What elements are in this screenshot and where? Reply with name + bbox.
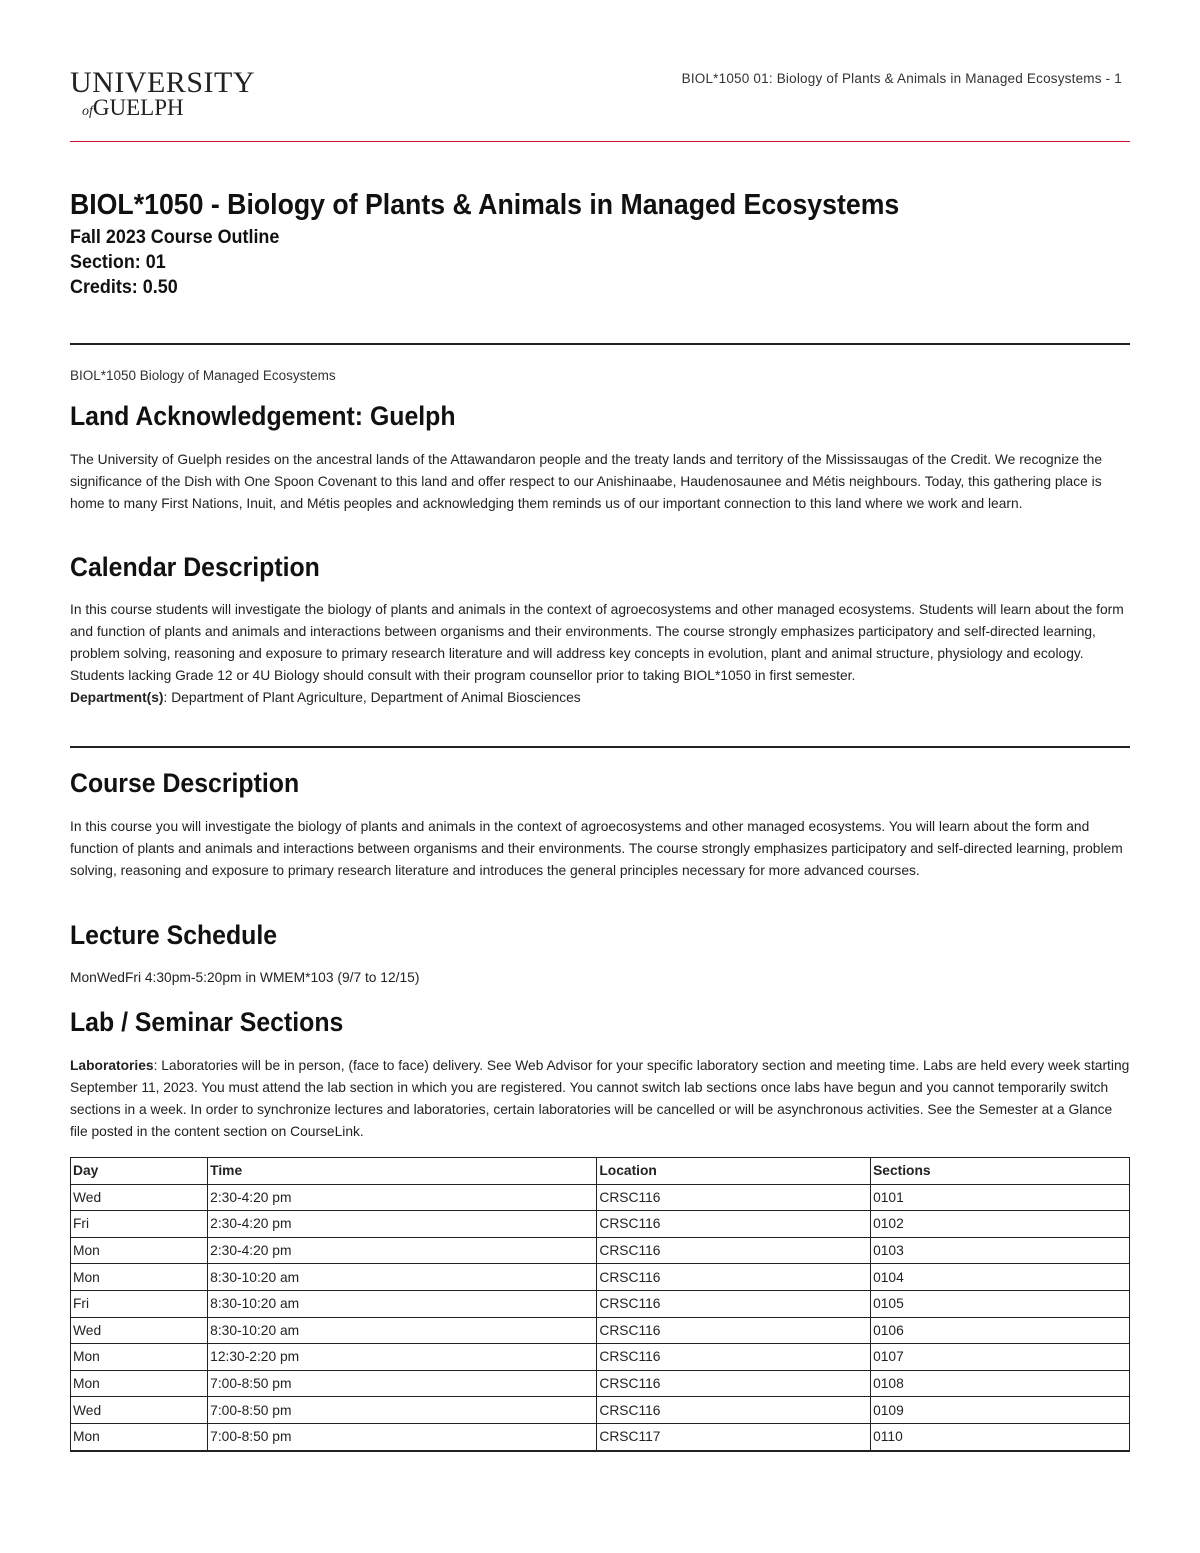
table-row bbox=[71, 1184, 1130, 1211]
table-row bbox=[71, 1317, 1130, 1344]
department-line bbox=[70, 687, 1130, 709]
logo-of: of bbox=[82, 104, 93, 119]
lab-seminar-section bbox=[70, 1007, 1130, 1452]
table-cell: 7:00-8:50 pm bbox=[208, 1423, 597, 1450]
table-cell: 0108 bbox=[871, 1370, 1130, 1397]
table-cell: 8:30-10:20 am bbox=[208, 1264, 597, 1291]
column-header: Location bbox=[597, 1158, 871, 1185]
table-cell: Mon bbox=[71, 1370, 208, 1397]
table-cell: Wed bbox=[71, 1317, 208, 1344]
labs-label: Laboratories bbox=[70, 1058, 154, 1073]
course-heading: Course Description bbox=[70, 768, 300, 798]
table-cell: Wed bbox=[71, 1184, 208, 1211]
table-cell: Mon bbox=[71, 1264, 208, 1291]
table-cell: Mon bbox=[71, 1344, 208, 1371]
section-label: Section: 01 bbox=[70, 251, 166, 273]
table-row bbox=[71, 1290, 1130, 1317]
section-divider bbox=[70, 343, 1130, 345]
table-row bbox=[71, 1264, 1130, 1291]
table-cell: Fri bbox=[71, 1290, 208, 1317]
table-cell: 0105 bbox=[871, 1290, 1130, 1317]
table-cell: CRSC116 bbox=[597, 1317, 871, 1344]
table-row bbox=[71, 1423, 1130, 1450]
page-title: BIOL*1050 - Biology of Plants & Animals in Managed Ecosystems bbox=[70, 189, 900, 221]
table-cell: 0101 bbox=[871, 1184, 1130, 1211]
table-cell: 0102 bbox=[871, 1211, 1130, 1238]
calendar-body: In this course students will investigate the biology of plants and animals in the context of agroecosystems and other managed ecosystems. Students will learn about the form and function of plants and animals and interactions between organisms and their environments. The course strongly emphasizes participatory and self-directed learning, problem solving, reasoning and exposure to primary research literature and will address key concepts in evolution, plant and animal structure, physiology and ecology. Students lacking Grade 12 or 4U Biology should consult with their program counsellor prior to taking BIOL*1050 in first semester. bbox=[70, 602, 1124, 683]
table-header-row bbox=[71, 1158, 1130, 1185]
title-block bbox=[70, 189, 1130, 300]
table-row bbox=[71, 1211, 1130, 1238]
table-cell: 0104 bbox=[871, 1264, 1130, 1291]
course-body: In this course you will investigate the biology of plants and animals in the context of agroecosystems and other managed ecosystems. You will learn about the form and function of plants and animals and interactions between organisms and their environments. The course strongly emphasizes participatory and self-directed learning, problem solving, reasoning and exposure to primary research literature and introduces the general principles necessary for more advanced courses. bbox=[70, 819, 1123, 878]
labs-heading: Lab / Seminar Sections bbox=[70, 1007, 344, 1037]
table-cell: CRSC116 bbox=[597, 1370, 871, 1397]
table-cell: Mon bbox=[71, 1237, 208, 1264]
page-header-course-ref: BIOL*1050 01: Biology of Plants & Animals in Managed Ecosystems - 1 bbox=[681, 71, 1122, 86]
credits-label: Credits: 0.50 bbox=[70, 276, 178, 298]
table-cell: 0110 bbox=[871, 1423, 1130, 1450]
column-header: Time bbox=[208, 1158, 597, 1185]
table-cell: 2:30-4:20 pm bbox=[208, 1184, 597, 1211]
calendar-description-section bbox=[70, 552, 1130, 709]
table-cell: CRSC116 bbox=[597, 1264, 871, 1291]
land-acknowledgement-section bbox=[70, 401, 1130, 515]
department-value: : Department of Plant Agriculture, Department of Animal Biosciences bbox=[163, 690, 581, 705]
table-row bbox=[71, 1344, 1130, 1371]
table-row bbox=[71, 1370, 1130, 1397]
term-label: Fall 2023 Course Outline bbox=[70, 226, 280, 248]
table-cell: 0106 bbox=[871, 1317, 1130, 1344]
department-label: Department(s) bbox=[70, 690, 164, 705]
course-description-section bbox=[70, 768, 1130, 882]
table-cell: CRSC116 bbox=[597, 1237, 871, 1264]
table-cell: 12:30-2:20 pm bbox=[208, 1344, 597, 1371]
calendar-heading: Calendar Description bbox=[70, 552, 320, 582]
column-header: Day bbox=[71, 1158, 208, 1185]
table-cell: 8:30-10:20 am bbox=[208, 1290, 597, 1317]
table-cell: 8:30-10:20 am bbox=[208, 1317, 597, 1344]
section-divider bbox=[70, 746, 1130, 748]
lecture-heading: Lecture Schedule bbox=[70, 920, 278, 950]
table-cell: CRSC116 bbox=[597, 1211, 871, 1238]
table-cell: CRSC117 bbox=[597, 1423, 871, 1450]
table-cell: Fri bbox=[71, 1211, 208, 1238]
table-cell: 2:30-4:20 pm bbox=[208, 1237, 597, 1264]
column-header: Sections bbox=[871, 1158, 1130, 1185]
labs-text: : Laboratories will be in person, (face to face) delivery. See Web Advisor for your specific laboratory section and meeting time. Labs are held every week starting September 11, 2023. You must attend the lab section in which you are registered. You cannot switch lab sections once labs have begun and you cannot temporarily switch sections in a week. In order to synchronize lectures and laboratories, certain laboratories will be cancelled or will be asynchronous activities. See the Semester at a Glance file posted in the content section on CourseLink. bbox=[70, 1058, 1130, 1139]
university-logo bbox=[70, 66, 255, 122]
logo-line-guelph bbox=[82, 95, 240, 122]
land-body: The University of Guelph resides on the ancestral lands of the Attawandaron people and the treaty lands and territory of the Mississaugas of the Credit. We recognize the significance of the Dish with One Spoon Covenant to this land and offer respect to our Anishinaabe, Haudenosaunee and Métis neighbours. Today, this gathering place is home to many First Nations, Inuit, and Métis peoples and acknowledging them reminds us of our important connection to this land where we work and learn. bbox=[70, 452, 1103, 511]
logo-line-university: UNIVERSITY bbox=[70, 66, 255, 99]
table-cell: CRSC116 bbox=[597, 1290, 871, 1317]
short-title-block bbox=[70, 368, 1130, 383]
lecture-body: MonWedFri 4:30pm-5:20pm in WMEM*103 (9/7 to 12/15) bbox=[70, 970, 420, 985]
table-cell: Mon bbox=[71, 1423, 208, 1450]
table-cell: 0107 bbox=[871, 1344, 1130, 1371]
labs-body bbox=[70, 1055, 1130, 1143]
table-row bbox=[71, 1397, 1130, 1424]
logo-guelph: GUELPH bbox=[92, 95, 184, 120]
table-cell: CRSC116 bbox=[597, 1184, 871, 1211]
lab-sections-table bbox=[70, 1157, 1130, 1452]
table-cell: 7:00-8:50 pm bbox=[208, 1397, 597, 1424]
table-cell: 0109 bbox=[871, 1397, 1130, 1424]
table-row bbox=[71, 1237, 1130, 1264]
table-cell: 2:30-4:20 pm bbox=[208, 1211, 597, 1238]
table-cell: 7:00-8:50 pm bbox=[208, 1370, 597, 1397]
land-heading: Land Acknowledgement: Guelph bbox=[70, 401, 456, 431]
table-cell: CRSC116 bbox=[597, 1397, 871, 1424]
table-cell: 0103 bbox=[871, 1237, 1130, 1264]
lecture-schedule-section bbox=[70, 920, 1130, 989]
table-cell: Wed bbox=[71, 1397, 208, 1424]
table-cell: CRSC116 bbox=[597, 1344, 871, 1371]
short-course-title: BIOL*1050 Biology of Managed Ecosystems bbox=[70, 368, 336, 383]
header-divider bbox=[70, 141, 1130, 142]
